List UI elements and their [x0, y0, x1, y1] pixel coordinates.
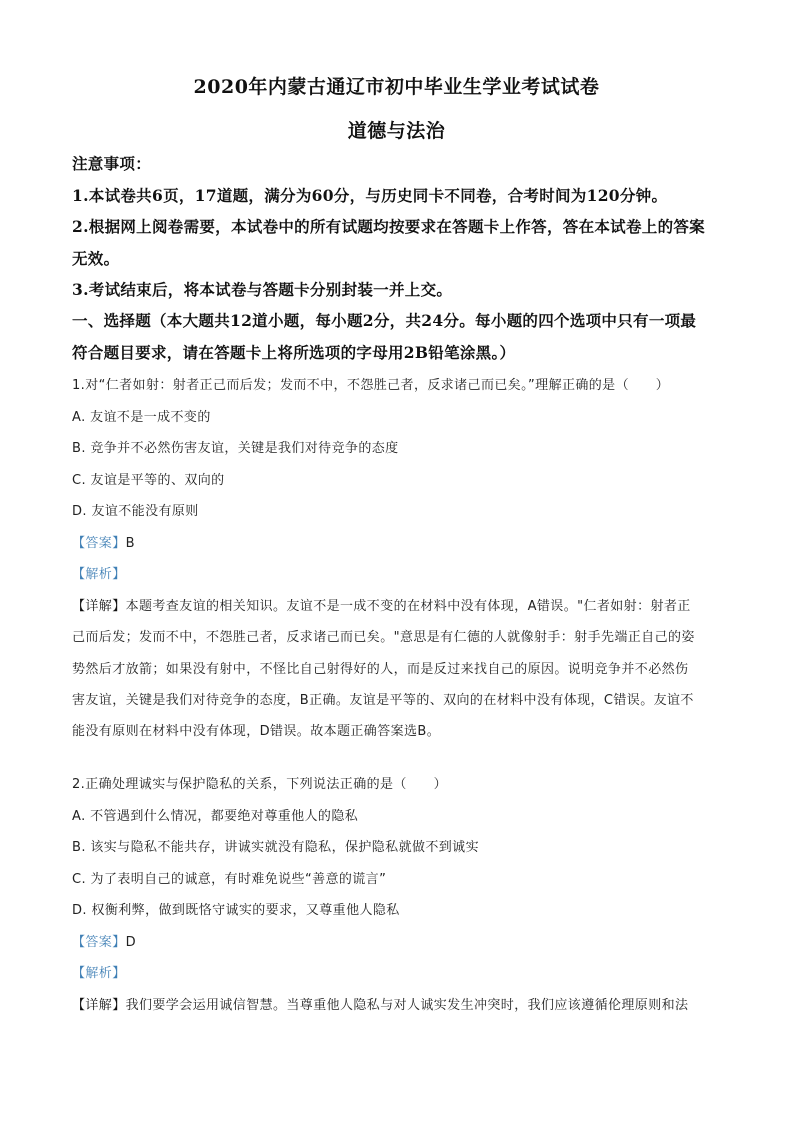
answer-label: 【答案】 — [72, 536, 126, 551]
answer-value: B — [125, 536, 135, 551]
question-1-analysis — [72, 563, 126, 582]
notice-item-3: 3.考试结束后，将本试卷与答题卡分别封装一并上交。 — [72, 280, 453, 299]
section-heading-line2: 符合题目要求，请在答题卡上将所选项的字母用2B铅笔涂黑。） — [72, 343, 516, 362]
detail-text: 我们要学会运用诚信智慧。当尊重他人隐私与对人诚实发生冲突时，我们应该遵循伦理原则和法 — [125, 998, 689, 1013]
question-2-stem: 2.正确处理诚实与保护隐私的关系，下列说法正确的是（ ） — [72, 777, 448, 792]
analysis-label: 【解析】 — [72, 567, 126, 582]
question-2-answer — [72, 931, 136, 950]
question-1-option-a: A. 友谊不是一成不变的 — [72, 410, 211, 425]
answer-label: 【答案】 — [72, 935, 126, 950]
question-2-analysis — [72, 962, 126, 981]
question-1-detail-line-2: 己而后发；发而不中，不怨胜己者，反求诸己而已矣。"意思是有仁德的人就像射手：射手先端正自己的姿 — [72, 630, 695, 645]
question-2-option-c: C. 为了表明自己的诚意，有时难免说些“善意的谎言” — [72, 872, 387, 887]
question-2-option-d: D. 权衡利弊，做到既恪守诚实的要求，又尊重他人隐私 — [72, 903, 400, 918]
document-title: 2020年内蒙古通辽市初中毕业生学业考试试卷 — [193, 76, 600, 98]
section-heading-line1: 一、选择题（本大题共12道小题，每小题2分，共24分。每小题的四个选项中只有一项最 — [72, 311, 697, 330]
question-1-option-c: C. 友谊是平等的、双向的 — [72, 473, 225, 488]
question-2-option-b: B. 该实与隐私不能共存，讲诚实就没有隐私，保护隐私就做不到诚实 — [72, 840, 479, 855]
detail-text: 本题考查友谊的相关知识。友谊不是一成不变的在材料中没有体现，A错误。"仁者如射：射者正 — [125, 599, 691, 614]
question-1-detail-line-1 — [72, 595, 691, 614]
notice-item-2-cont: 无效。 — [72, 249, 120, 268]
notice-item-2: 2.根据网上阅卷需要，本试卷中的所有试题均按要求在答题卡上作答，答在本试卷上的答案 — [72, 217, 705, 236]
question-1-answer — [72, 532, 135, 551]
notice-item-1: 1.本试卷共6页，17道题，满分为60分，与历史同卡不同卷，合考时间为120分钟。 — [72, 186, 668, 205]
detail-label: 【详解】 — [72, 998, 126, 1013]
document-subtitle: 道德与法治 — [347, 120, 446, 142]
question-1-stem: 1.对“仁者如射：射者正己而后发；发而不中，不怨胜己者，反求诸己而已矣。”理解正确的是（ ） — [72, 378, 670, 393]
question-2-detail-line-1 — [72, 994, 688, 1013]
question-1-option-b: B. 竞争并不必然伤害友谊，关键是我们对待竞争的态度 — [72, 441, 399, 456]
analysis-label: 【解析】 — [72, 966, 126, 981]
question-1-option-d: D. 友谊不能没有原则 — [72, 504, 199, 519]
question-1-detail-line-5: 能没有原则在材料中没有体现，D错误。故本题正确答案选B。 — [72, 724, 441, 739]
detail-label: 【详解】 — [72, 599, 126, 614]
question-1-detail-line-4: 害友谊，关键是我们对待竞争的态度，B正确。友谊是平等的、双向的在材料中没有体现，C错误。友谊不 — [72, 693, 694, 708]
notice-heading: 注意事项： — [72, 154, 152, 173]
answer-value: D — [125, 935, 137, 950]
question-1-detail-line-3: 势然后才放箭；如果没有射中，不怪比自己射得好的人，而是反过来找自己的原因。说明竞争并不必然伤 — [72, 662, 689, 677]
question-2-option-a: A. 不管遇到什么情况，都要绝对尊重他人的隐私 — [72, 809, 359, 824]
